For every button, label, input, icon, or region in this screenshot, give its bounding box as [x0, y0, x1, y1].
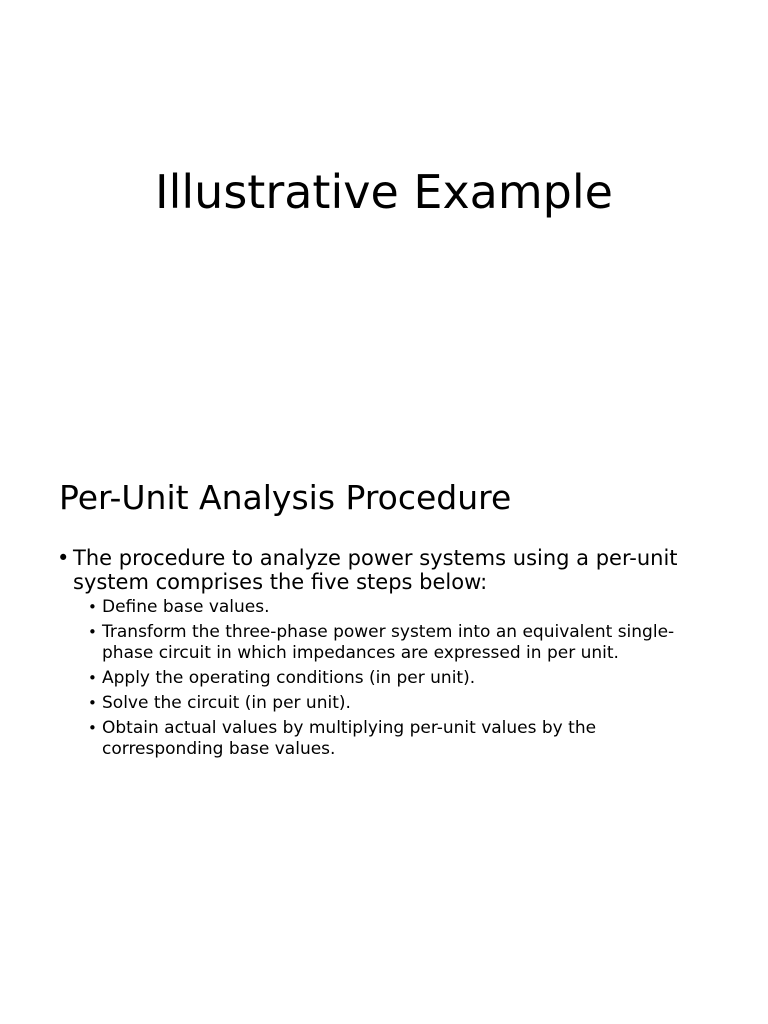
steps-list — [73, 597, 719, 760]
list-item-step — [88, 693, 719, 714]
slide-title: Illustrative Example — [155, 165, 613, 219]
step-text: Solve the circuit (in per unit). — [102, 693, 351, 713]
intro-text: The procedure to analyze power systems using a per-unit system comprises the five steps below: — [73, 546, 678, 594]
bullet-icon: • — [88, 719, 97, 737]
list-item-step — [88, 597, 719, 618]
list-item-intro — [59, 546, 719, 760]
step-text: Define base values. — [102, 597, 270, 617]
list-item-step — [88, 668, 719, 689]
step-text: Transform the three-phase power system into an equivalent single-phase circuit in which impedances are expressed in per unit. — [102, 622, 675, 663]
step-text: Apply the operating conditions (in per unit). — [102, 668, 476, 688]
bullet-icon: • — [88, 694, 97, 712]
list-item-step — [88, 718, 719, 760]
bullet-icon: • — [88, 669, 97, 687]
step-text: Obtain actual values by multiplying per-unit values by the corresponding base values. — [102, 718, 597, 759]
bullet-icon: • — [57, 546, 70, 570]
bullet-icon: • — [88, 598, 97, 616]
section-heading: Per-Unit Analysis Procedure — [59, 478, 512, 517]
list-item-step — [88, 622, 719, 664]
bullet-list — [59, 546, 719, 760]
procedure-section — [59, 476, 719, 764]
bullet-icon: • — [88, 623, 97, 641]
